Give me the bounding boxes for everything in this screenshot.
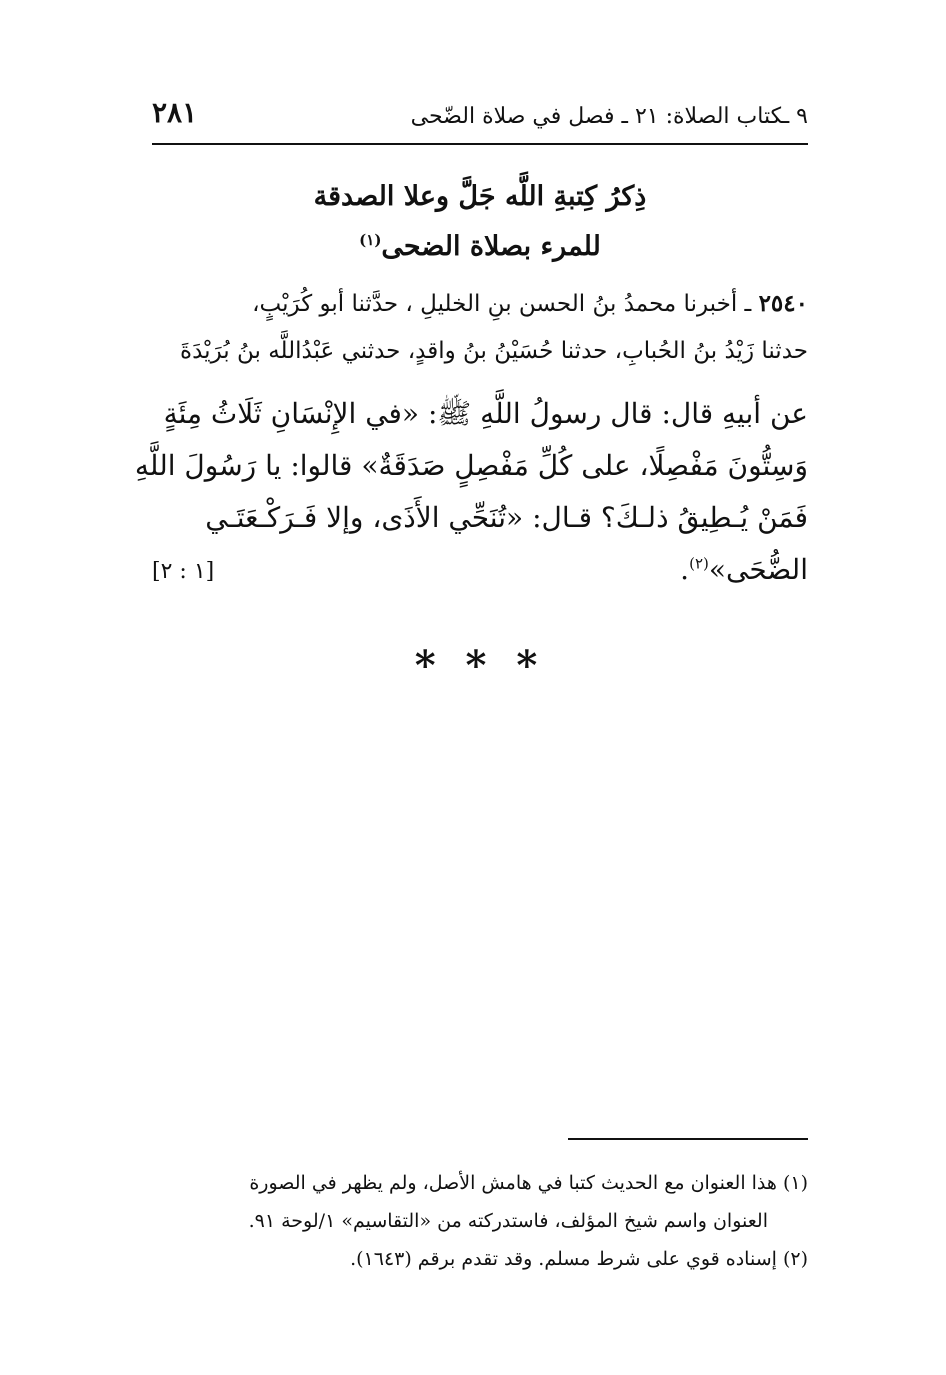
footnote-1-line-1: (١) هذا العنوان مع الحديث كتبا في هامش الأصل، ولم يظهر في الصورة [249, 1172, 808, 1194]
hadith-number: ٢٥٤٠ [758, 290, 808, 317]
header-rule [152, 143, 808, 145]
matn-line-3: فَمَنْ يُـطِيقُ ذلـكَ؟ قـال: «تُنَحِّي الأَذَى، وإلا فَـرَكْـعَتَـي [205, 501, 808, 534]
hadith-isnad [152, 280, 808, 375]
matn-line-2: وَسِتُّونَ مَفْصِلًا، على كُلِّ مَفْصِلٍ صَدَقَةٌ» قالوا: يا رَسُولَ اللَّهِ [134, 449, 808, 482]
matn-end-mark: . [680, 553, 690, 586]
page-number: ٢٨١ [152, 96, 198, 129]
matn-line-4 [152, 544, 808, 596]
matn-line-1: عن أبيهِ قال: قال رسولُ اللَّهِ ﷺ: «في الإِنْسَانِ ثَلَاثُ مِئَةٍ [163, 397, 808, 430]
isnad-line-2: حدثنا زَيْدُ بنُ الحُبابِ، حدثنا حُسَيْنُ بنُ واقدٍ، حدثني عَبْدُاللَّه بنُ بُرَيْدَةَ [180, 338, 808, 364]
footnote-1-line-2: العنوان واسم شيخ المؤلف، فاستدركته من «التقاسيم» ١/لوحة ٩١. [248, 1210, 768, 1232]
section-separator: * * * [414, 642, 546, 689]
chapter-heading-line-2-text: للمرء بصلاة الضحى [381, 231, 601, 262]
matn-line-4-text: الضُّحَى» [708, 553, 808, 586]
footnote-ref-1: (١) [359, 231, 382, 249]
hadith-reference: [١ : ٢] [152, 559, 215, 584]
footnote-2-line-1: (٢) إسناده قوي على شرط مسلم. وقد تقدم برقم (١٦٤٣). [350, 1248, 808, 1270]
footnotes [152, 1164, 808, 1278]
chapter-heading-line-1: ذِكرُ كِتبةِ اللَّه جَلَّ وعلا الصدقة [313, 181, 647, 212]
chapter-heading [152, 172, 808, 272]
header-title: ٩ ـكتاب الصلاة: ٢١ ـ فصل في صلاة الضّحى [410, 104, 808, 129]
isnad-line-1 [152, 280, 808, 328]
footnote-rule [568, 1138, 808, 1140]
isnad-line-1-text: ـ أخبرنا محمدُ بنُ الحسن بنِ الخليلِ ، حدَّثنا أبو كُرَيْبٍ، [252, 291, 759, 317]
footnote-ref-2: (٢) [689, 554, 709, 573]
hadith-matn [134, 388, 808, 596]
running-header [152, 92, 808, 142]
chapter-heading-line-2 [152, 222, 808, 272]
